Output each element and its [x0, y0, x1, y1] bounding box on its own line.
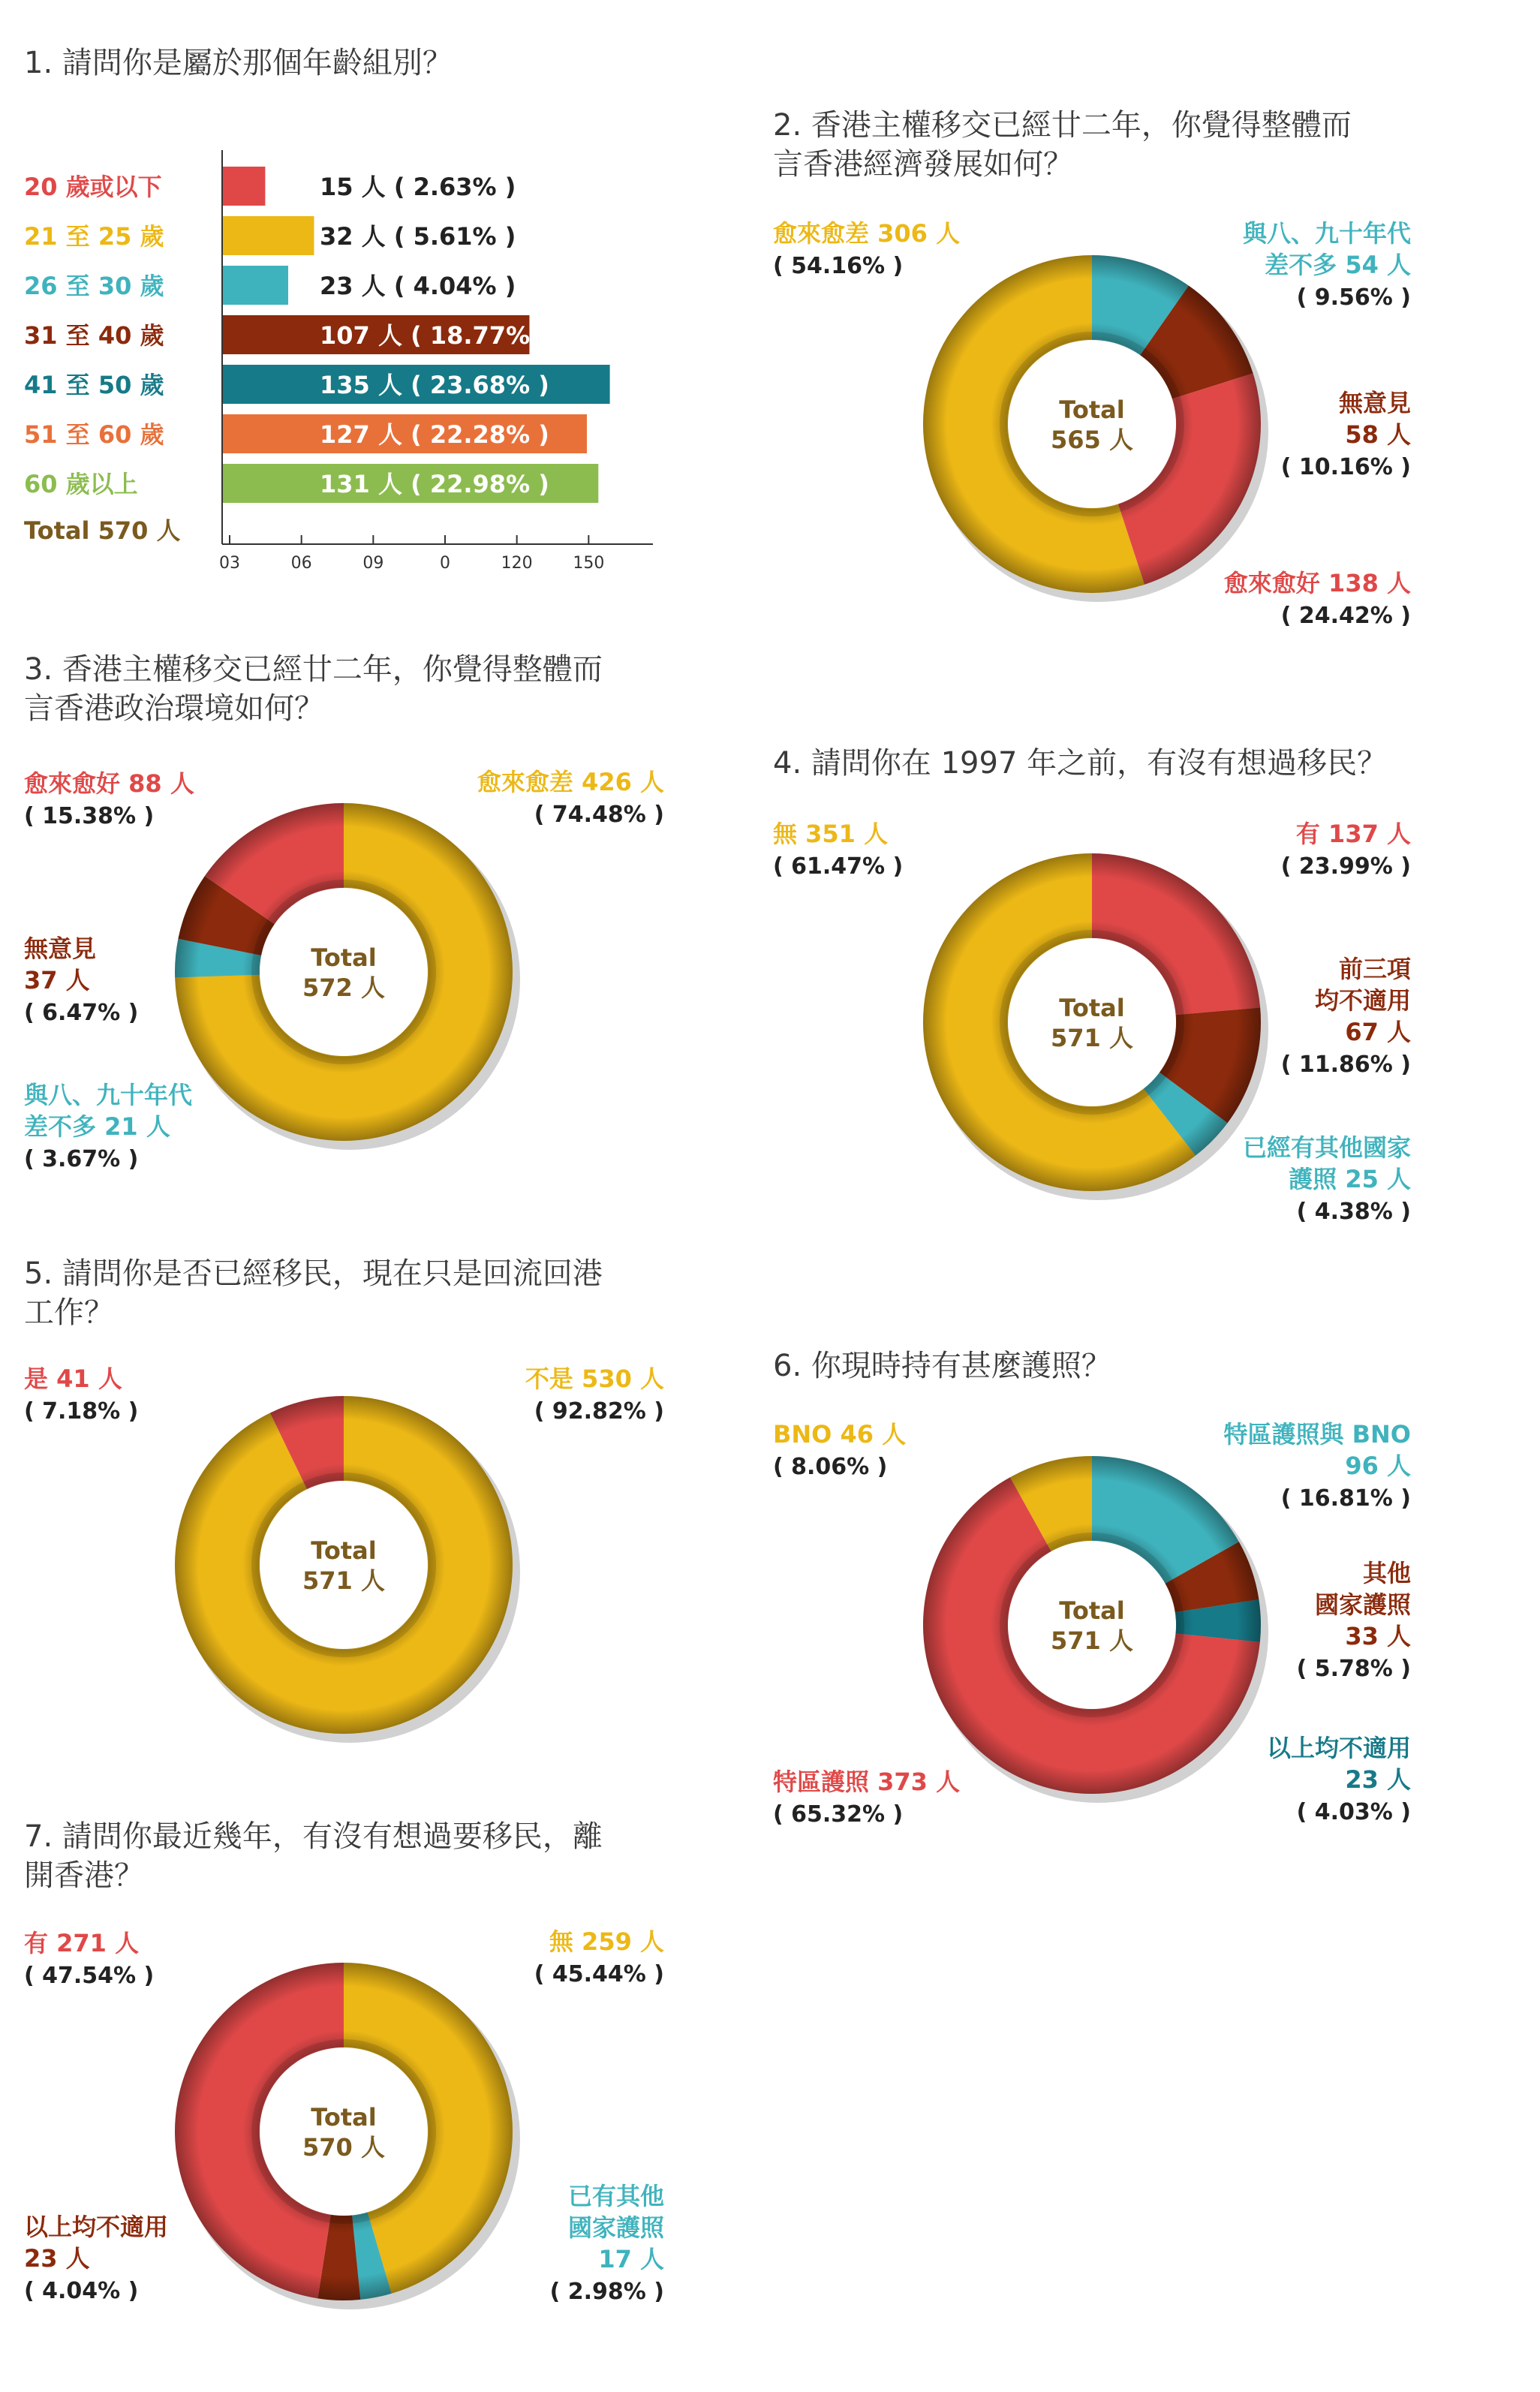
- slice-percent: ( 92.82% ): [534, 1398, 664, 1425]
- donut-total-label: Total: [311, 943, 377, 972]
- slice-percent: ( 74.48% ): [534, 802, 664, 828]
- slice-label: 96 人: [1345, 1452, 1411, 1480]
- slice-label: 差不多 54 人: [1265, 251, 1411, 279]
- slice-label: 不是 530 人: [525, 1364, 664, 1393]
- slice-label: 與八、九十年代: [24, 1081, 193, 1109]
- slice-label: 特區護照與 BNO: [1223, 1420, 1411, 1449]
- x-tick-label: 120: [501, 554, 533, 573]
- slice-percent: ( 23.99% ): [1280, 853, 1411, 880]
- donut-total-value: 572 人: [302, 973, 385, 1002]
- bar-value-label: 135 人 ( 23.68% ): [320, 371, 549, 399]
- slice-label: BNO 46 人: [773, 1420, 907, 1449]
- slice-percent: ( 65.32% ): [773, 1801, 904, 1828]
- bar-category-label: 60 歲以上: [24, 470, 138, 498]
- donut-hole: [1008, 938, 1176, 1106]
- slice-percent: ( 7.18% ): [24, 1398, 139, 1425]
- slice-label: 護照 25 人: [1289, 1165, 1411, 1193]
- donut-total-value: 571 人: [1051, 1024, 1133, 1052]
- slice-label: 與八、九十年代: [1242, 219, 1411, 248]
- donut-hole: [260, 888, 428, 1056]
- slice-label: 已經有其他國家: [1242, 1133, 1411, 1162]
- donut-chart-q4: [773, 746, 1411, 1225]
- x-tick-label: 09: [362, 554, 384, 573]
- slice-percent: ( 10.16% ): [1280, 454, 1411, 480]
- slice-percent: ( 24.42% ): [1280, 603, 1411, 629]
- slice-label: 23 人: [24, 2244, 90, 2273]
- donut-total-value: 570 人: [302, 2133, 385, 2162]
- slice-label: 特區護照 373 人: [773, 1768, 961, 1796]
- donut-chart-q5: [24, 1256, 664, 1743]
- donut-total-label: Total: [1059, 396, 1125, 424]
- slice-percent: ( 11.86% ): [1280, 1052, 1411, 1078]
- slice-label: 愈來愈差 426 人: [477, 768, 664, 796]
- slice-percent: ( 9.56% ): [1296, 284, 1411, 311]
- bar-total-label: Total 570 人: [24, 516, 181, 545]
- slice-percent: ( 2.98% ): [549, 2279, 664, 2305]
- slice-label: 愈來愈好 138 人: [1223, 569, 1411, 597]
- slice-label: 前三項: [1338, 955, 1411, 983]
- age-bar-chart: [24, 46, 653, 573]
- donut-chart-q7: [24, 1819, 665, 2309]
- slice-label: 以上均不適用: [24, 2213, 169, 2241]
- bar-category-label: 41 至 50 歲: [24, 371, 164, 399]
- chart-title: 7. 請問你最近幾年，有沒有想過要移民，離: [24, 1819, 603, 1854]
- chart-title: 開香港？: [24, 1858, 144, 1893]
- bar: [222, 266, 288, 305]
- slice-label: 67 人: [1345, 1018, 1411, 1046]
- slice-label: 無 259 人: [549, 1927, 664, 1956]
- slice-label: 有 271 人: [24, 1929, 140, 1957]
- donut-total-value: 571 人: [302, 1566, 385, 1595]
- x-tick-label: 0: [440, 554, 450, 573]
- chart-title: 工作？: [24, 1295, 114, 1330]
- slice-label: 58 人: [1345, 420, 1411, 449]
- slice-label: 37 人: [24, 966, 90, 994]
- slice-percent: ( 16.81% ): [1280, 1485, 1411, 1512]
- slice-label: 國家護照: [567, 2213, 664, 2242]
- slice-percent: ( 4.03% ): [1296, 1799, 1411, 1825]
- chart-title: 4. 請問你在 1997 年之前，有沒有想過移民？: [773, 746, 1388, 781]
- slice-percent: ( 6.47% ): [24, 1000, 139, 1026]
- donut-hole: [1008, 1541, 1176, 1709]
- chart-title: 5. 請問你是否已經移民，現在只是回流回港: [24, 1256, 603, 1291]
- chart-title: 2. 香港主權移交已經廿二年，你覺得整體而: [773, 108, 1352, 143]
- slice-label: 33 人: [1345, 1622, 1411, 1650]
- bar-category-label: 31 至 40 歲: [24, 321, 164, 350]
- bar-value-label: 107 人 ( 18.77% ): [320, 321, 549, 350]
- slice-label: 愈來愈好 88 人: [24, 769, 194, 798]
- slice-percent: ( 8.06% ): [773, 1454, 888, 1480]
- bar: [222, 216, 314, 255]
- bar-value-label: 23 人 ( 4.04% ): [320, 272, 516, 300]
- bar-value-label: 32 人 ( 5.61% ): [320, 222, 516, 251]
- slice-label: 有 137 人: [1295, 820, 1411, 848]
- bar-value-label: 15 人 ( 2.63% ): [320, 173, 516, 201]
- chart-title: 3. 香港主權移交已經廿二年，你覺得整體而: [24, 652, 603, 687]
- bar-category-label: 26 至 30 歲: [24, 272, 164, 300]
- slice-label: 均不適用: [1314, 986, 1411, 1015]
- donut-hole: [260, 2047, 428, 2216]
- slice-label: 以上均不適用: [1266, 1734, 1411, 1762]
- slice-percent: ( 45.44% ): [534, 1961, 664, 1987]
- slice-label: 是 41 人: [24, 1364, 122, 1393]
- slice-percent: ( 47.54% ): [24, 1963, 155, 1989]
- bar: [222, 167, 265, 206]
- slice-percent: ( 54.16% ): [773, 253, 904, 279]
- slice-label: 愈來愈差 306 人: [773, 219, 961, 248]
- donut-total-label: Total: [311, 1536, 377, 1565]
- donut-chart-q6: [773, 1349, 1412, 1828]
- slice-label: 無意見: [24, 934, 97, 963]
- donut-chart-q3: [24, 652, 664, 1172]
- donut-total-label: Total: [1059, 1596, 1125, 1625]
- slice-label: 17 人: [598, 2245, 664, 2273]
- slice-label: 23 人: [1345, 1765, 1411, 1794]
- bar-category-label: 51 至 60 歲: [24, 420, 164, 449]
- slice-percent: ( 4.38% ): [1296, 1199, 1411, 1225]
- x-tick-label: 06: [290, 554, 312, 573]
- chart-title: 言香港政治環境如何？: [24, 691, 324, 726]
- chart-title: 言香港經濟發展如何？: [773, 147, 1073, 182]
- slice-percent: ( 15.38% ): [24, 803, 155, 829]
- slice-label: 已有其他: [567, 2182, 664, 2210]
- bar-category-label: 20 歲或以下: [24, 173, 162, 201]
- slice-percent: ( 5.78% ): [1296, 1656, 1411, 1682]
- slice-label: 無 351 人: [773, 820, 889, 848]
- donut-total-value: 565 人: [1051, 426, 1133, 454]
- slice-percent: ( 3.67% ): [24, 1146, 139, 1172]
- slice-label: 國家護照: [1314, 1590, 1411, 1619]
- slice-label: 差不多 21 人: [24, 1112, 170, 1141]
- x-tick-label: 03: [219, 554, 240, 573]
- slice-percent: ( 61.47% ): [773, 853, 904, 880]
- slice-label: 無意見: [1338, 389, 1411, 417]
- slice-percent: ( 4.04% ): [24, 2278, 139, 2304]
- bar-value-label: 127 人 ( 22.28% ): [320, 420, 549, 449]
- donut-hole: [260, 1481, 428, 1649]
- bar-value-label: 131 人 ( 22.98% ): [320, 470, 549, 498]
- donut-total-label: Total: [1059, 994, 1125, 1022]
- chart-title: 6. 你現時持有甚麼護照？: [773, 1349, 1111, 1383]
- donut-total-label: Total: [311, 2103, 377, 2132]
- slice-label: 其他: [1362, 1559, 1411, 1587]
- donut-total-value: 571 人: [1051, 1626, 1133, 1655]
- bar-category-label: 21 至 25 歲: [24, 222, 164, 251]
- donut-hole: [1008, 340, 1176, 508]
- x-tick-label: 150: [573, 554, 605, 573]
- donut-chart-q2: [773, 108, 1411, 629]
- chart-title: 1. 請問你是屬於那個年齡組別？: [24, 46, 453, 80]
